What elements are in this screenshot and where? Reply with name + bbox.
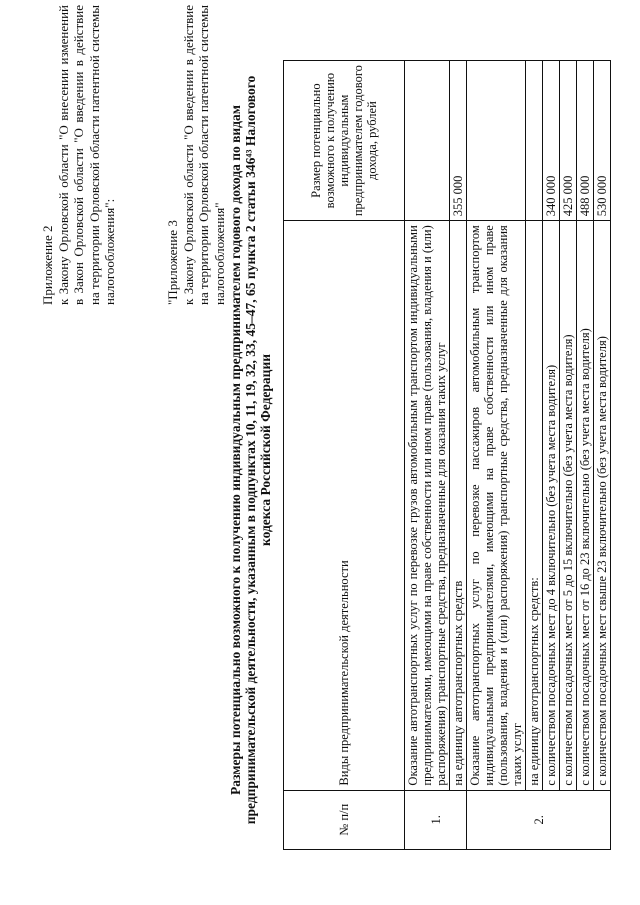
table-row	[594, 61, 611, 850]
appendix-2-header	[40, 5, 118, 305]
row-amount	[405, 61, 450, 221]
row-amount: 488 000	[577, 61, 594, 221]
appendix-3-header	[165, 5, 227, 305]
row-kind: с количеством посадочных мест от 5 до 15 включительно (без учета места водителя)	[560, 221, 577, 790]
income-table	[283, 60, 611, 850]
row-amount	[526, 61, 543, 221]
row-kind: Оказание автотранспортных услуг по перевозке грузов автомобильным транспортом индивидуальными предпринимателями, имеющими на праве собственности или ином праве (пользования, владения и (или) распоряжения) транспортные средства, предназначенные для оказания таких услуг	[405, 221, 450, 790]
row-amount: 530 000	[594, 61, 611, 221]
appendix-2-text: к Закону Орловской области "О внесении изменений в Закон Орловской области "О введении в действие на территории Орловской области патентной системы налогообложения":	[55, 5, 117, 305]
row-kind: с количеством посадочных мест свыше 23 включительно (без учета места водителя)	[594, 221, 611, 790]
table-row	[577, 61, 594, 850]
row-num: 2.	[467, 790, 611, 849]
appendix-2-heading: Приложение 2	[40, 225, 55, 305]
table-row	[450, 61, 467, 850]
row-kind: на единицу автотранспортных средств	[450, 221, 467, 790]
appendix-3-text: к Закону Орловской области "О введении в действие на территории Орловской области патентной системы налогообложения"	[180, 5, 227, 305]
row-kind: на единицу автотранспортных средств:	[526, 221, 543, 790]
header-amount: Размер потенциально возможного к получению индивидуальным предпринимателем годового дохода, рублей	[284, 61, 405, 221]
appendix-3-heading: "Приложение 3	[165, 220, 180, 305]
table-row	[526, 61, 543, 850]
row-kind: с количеством посадочных мест от 16 до 23 включительно (без учета места водителя)	[577, 221, 594, 790]
table-row	[467, 61, 526, 850]
row-amount: 425 000	[560, 61, 577, 221]
row-num: 1.	[405, 790, 467, 849]
table-header-row	[284, 61, 405, 850]
table-row	[560, 61, 577, 850]
document-title: Размеры потенциально возможного к получению индивидуальным предпринимателем годового дохода по видам предпринимательской деятельности, указанным в подпунктах 10, 11, 19, 32, 33, 45–47, 65 пункта 2 статьи 346⁴³ Налогового кодекса Российской Федерации	[228, 75, 273, 825]
row-kind: с количеством посадочных мест до 4 включительно (без учета места водителя)	[543, 221, 560, 790]
table-row	[543, 61, 560, 850]
row-kind: Оказание автотранспортных услуг по перевозке пассажиров автомобильным транспортом индивидуальными предпринимателями, имеющими на праве собственности или ином праве (пользования, владения и (или) распоряжения) транспортные средства, предназначенные для оказания таких услуг	[467, 221, 526, 790]
row-amount: 355 000	[450, 61, 467, 221]
header-kind: Виды предпринимательской деятельности	[284, 221, 405, 790]
header-num: № п/п	[284, 790, 405, 849]
table-row	[405, 61, 450, 850]
row-amount	[467, 61, 526, 221]
row-amount: 340 000	[543, 61, 560, 221]
